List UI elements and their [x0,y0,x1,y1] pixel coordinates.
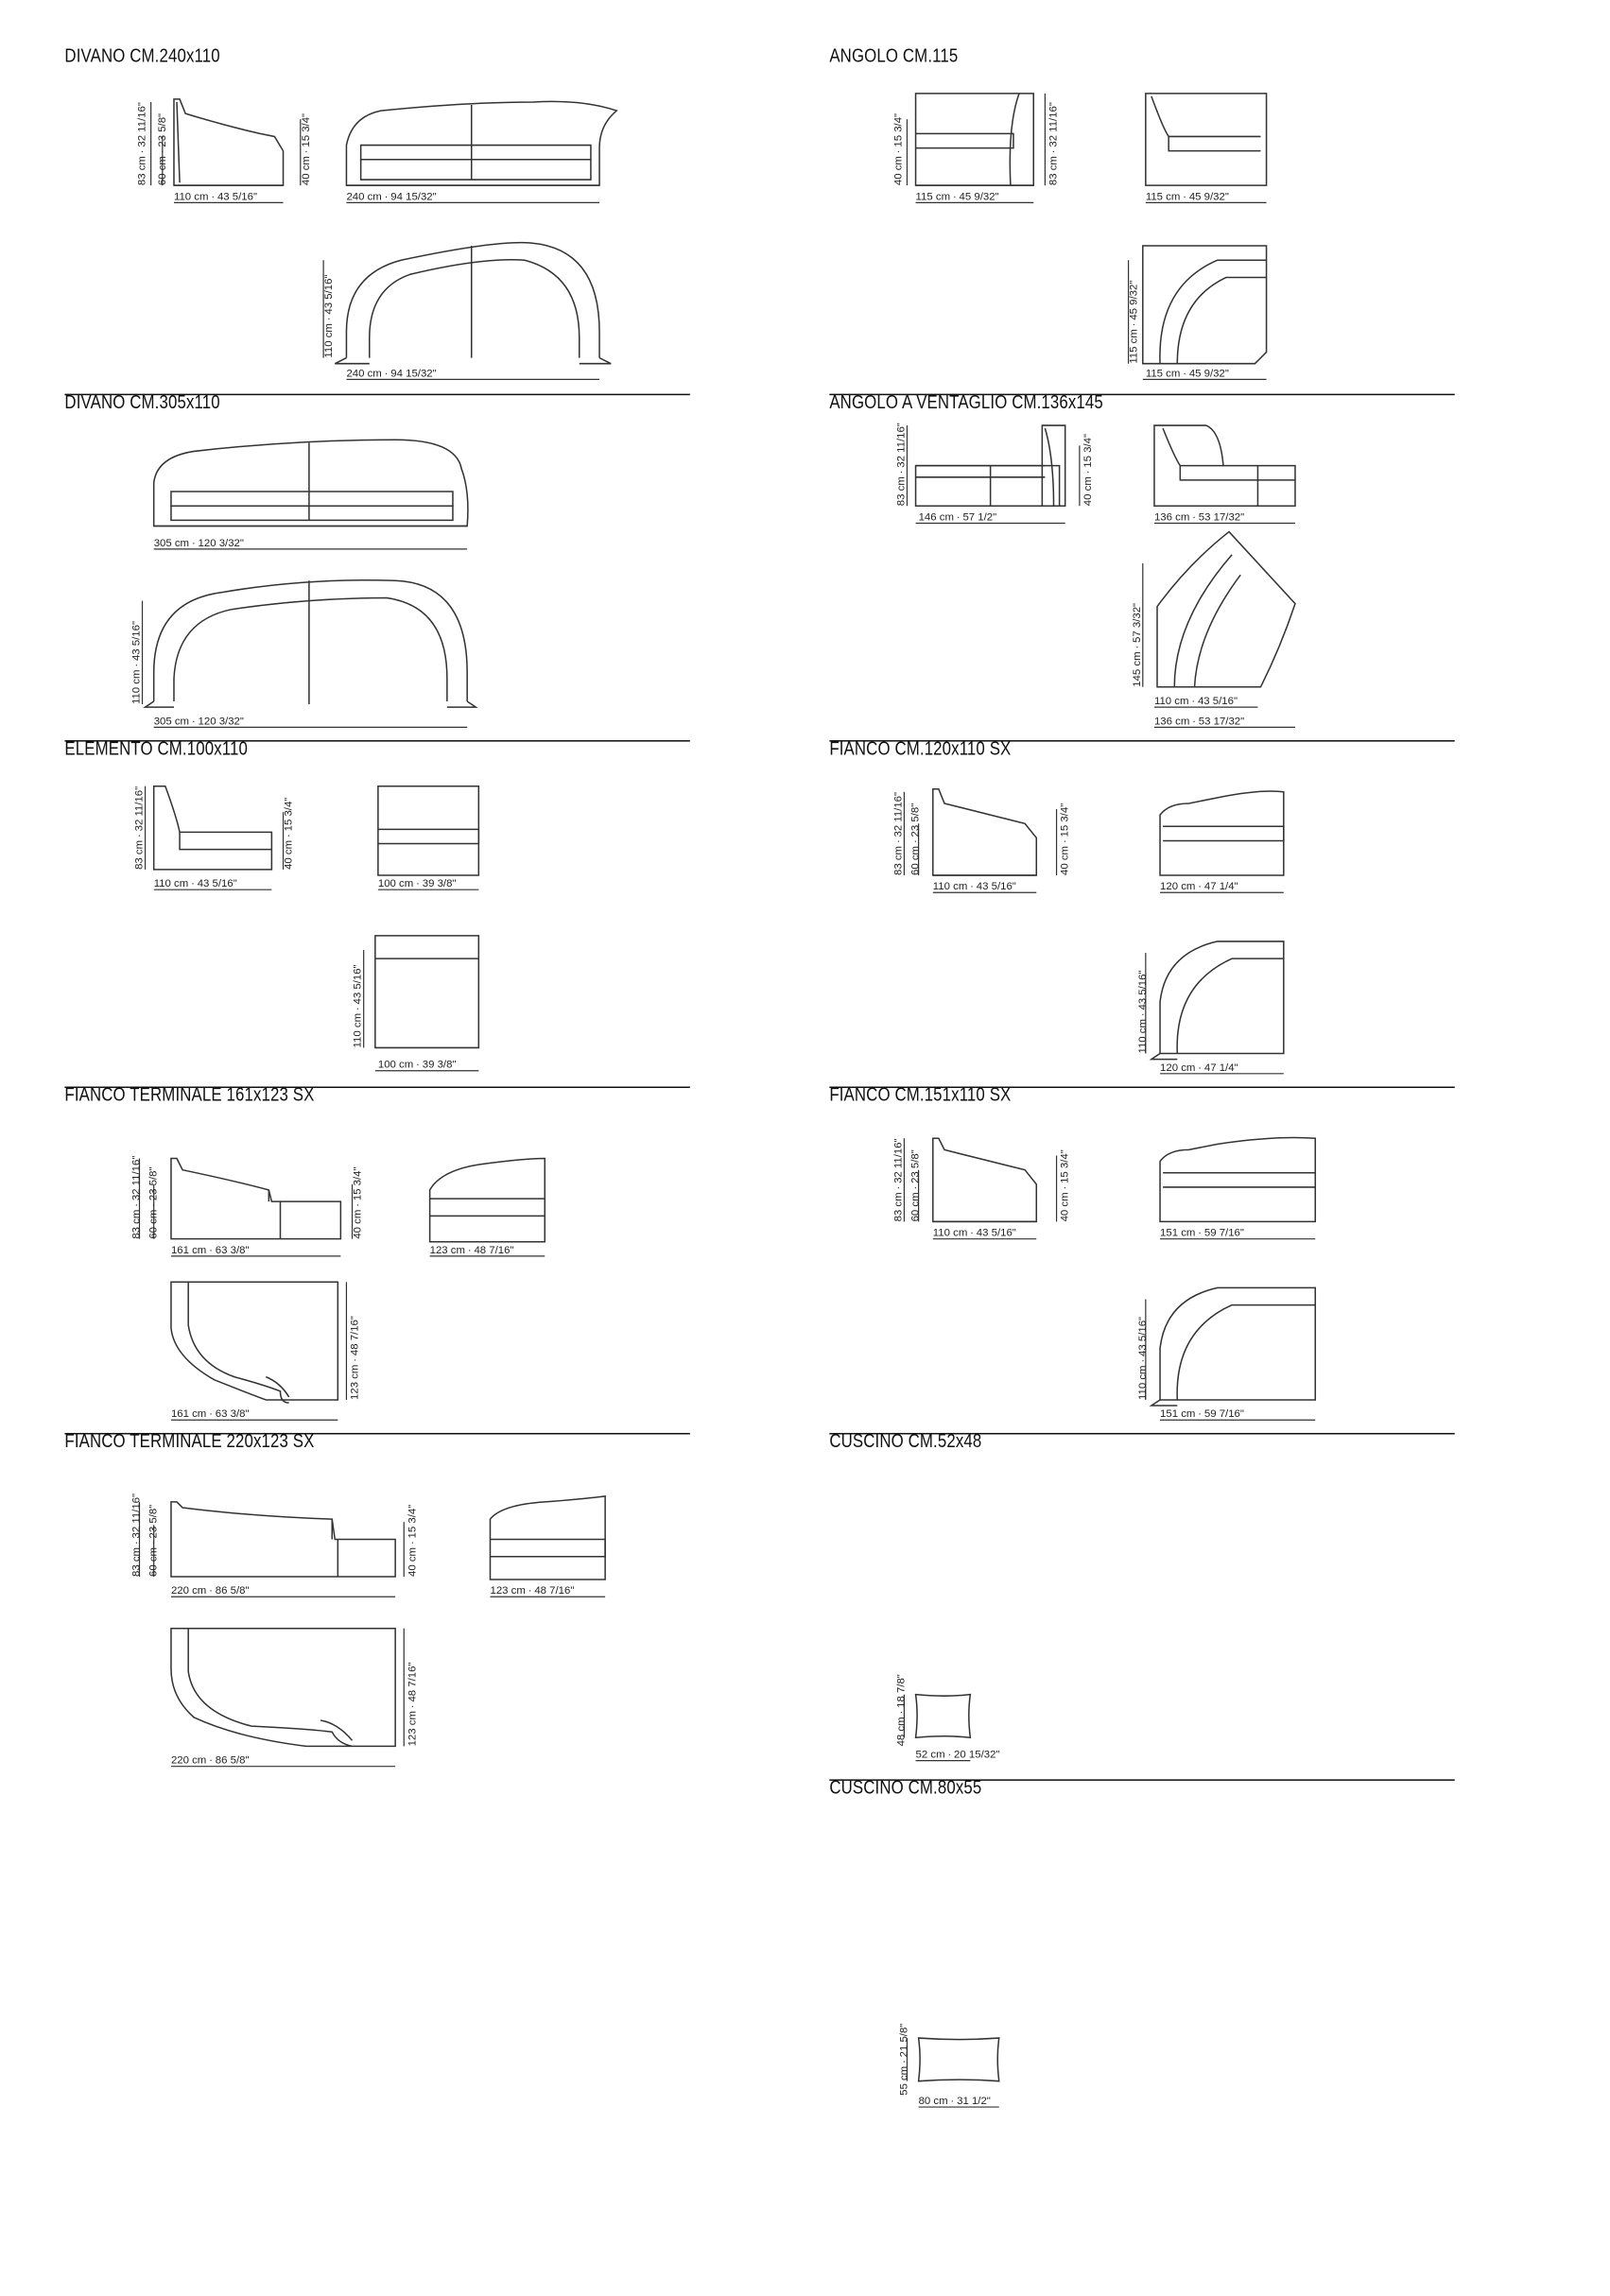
dim-label: 40 cm ∙ 15 3/4" [892,112,905,186]
section-divano-305 [64,391,689,742]
plan-dim-d [404,1629,418,1747]
cuscino-80-drawings [829,1776,1454,2127]
front-dim-w [490,1585,605,1597]
dim-label: 305 cm ∙ 120 3/32" [153,716,244,728]
cushion-dim-h [895,1674,907,1746]
fianco-120-drawings [829,737,1454,1088]
side-view [171,1159,340,1239]
side-view [1146,94,1267,185]
front-view [430,1159,545,1242]
dim-label: 110 cm ∙ 43 5/16" [1136,970,1149,1054]
dim-label: 60 cm ∙ 23 5/8" [156,112,168,186]
dim-label: 115 cm ∙ 45 9/32" [1128,280,1140,364]
side-dim-w [171,1245,340,1256]
dim-label: 60 cm ∙ 23 5/8" [909,803,922,875]
front-view [916,425,1065,506]
plan-view [146,580,476,707]
dim-label: 110 cm ∙ 43 5/16" [130,620,143,705]
plan-view [335,243,611,364]
side-view [1154,425,1295,506]
angolo-ventaglio-drawings [829,391,1454,742]
section-title: ELEMENTO CM.100x110 [64,737,248,759]
side-dim-s [910,1149,922,1221]
dim-label: 83 cm ∙ 32 11/16" [136,102,148,186]
side-dim-s [148,1505,160,1577]
dim-label: 40 cm ∙ 15 3/4" [283,797,295,870]
section-cuscino-52 [829,1430,1454,1781]
front-dim-s [892,113,907,185]
section-angolo-ventaglio [829,391,1454,742]
front-view [916,94,1034,185]
plan-dim-d [1129,260,1140,363]
plan-dim-d [1137,953,1149,1053]
plan-view [1151,1287,1315,1406]
dim-label: 83 cm ∙ 32 11/16" [130,1493,143,1577]
dim-label: 161 cm ∙ 63 3/8" [170,1244,250,1256]
side-view [933,789,1036,875]
section-title: DIVANO CM.240x110 [64,44,220,66]
cushion-dim-w [916,1750,1000,1761]
cuscino-52-drawings [829,1430,1454,1781]
dim-label: 83 cm ∙ 32 11/16" [1047,102,1060,186]
dim-label: 83 cm ∙ 32 11/16" [130,1155,143,1239]
dim-label: 115 cm ∙ 45 9/32" [1145,191,1229,203]
section-terminale-220 [64,1430,689,1781]
side-dim-s2 [353,1166,364,1238]
plan-dim-w [375,1060,478,1071]
dim-label: 110 cm ∙ 43 5/16" [323,274,336,358]
side-view [171,1502,395,1577]
side-dim-w [933,1228,1036,1239]
elemento-100-drawings [64,737,689,1088]
front-dim-w [916,511,1065,523]
dim-label: 120 cm ∙ 47 1/4" [1160,881,1238,893]
dim-label: 110 cm ∙ 43 5/16" [932,1227,1016,1239]
plan-view [1157,532,1295,687]
section-title: FIANCO TERMINALE 161x123 SX [64,1083,315,1106]
front-dim-s [1057,1149,1071,1221]
angolo-115-drawings [829,44,1454,395]
dim-label: 151 cm ∙ 59 7/16" [1160,1408,1244,1421]
dim-label: 40 cm ∙ 15 3/4" [352,1166,364,1239]
divano-240-drawings [64,44,689,395]
plan-dim-d [346,1282,360,1400]
dim-label: 145 cm ∙ 57 3/32" [1131,602,1143,687]
dim-label: 220 cm ∙ 86 5/8" [170,1585,250,1597]
plan-view [171,1282,338,1403]
dim-label: 100 cm ∙ 39 3/8" [377,1059,457,1071]
plan-dim-w [154,716,467,727]
dim-label: 48 cm ∙ 18 7/8" [895,1674,908,1747]
front-dim-w [916,191,1034,202]
side-view [174,99,284,185]
dim-label: 146 cm ∙ 57 1/2" [918,511,997,524]
section-title: FIANCO CM.120x110 SX [829,737,1012,759]
dim-label: 110 cm ∙ 43 5/16" [173,191,258,203]
section-fianco-120 [829,737,1454,1088]
side-dim-s [157,113,168,185]
plan-dim-w2 [1154,716,1295,727]
dim-label: 60 cm ∙ 23 5/8" [147,1504,160,1577]
dim-label: 305 cm ∙ 120 3/32" [153,537,244,549]
side-dim-h [130,1156,142,1239]
section-fianco-151 [829,1083,1454,1434]
plan-dim-w [171,1408,338,1420]
seat-dim [301,113,312,185]
dim-label: 123 cm ∙ 48 7/16" [490,1585,575,1597]
dim-label: 136 cm ∙ 53 17/32" [1153,511,1245,524]
side-dim-s2 [404,1505,418,1577]
side-dim-w [933,881,1036,892]
plan-dim-w [1160,1062,1284,1074]
front-view [490,1496,605,1580]
section-title: FIANCO CM.151x110 SX [829,1083,1012,1106]
dim-label: 40 cm ∙ 15 3/4" [300,112,312,186]
dim-label: 115 cm ∙ 45 9/32" [1145,368,1229,380]
section-divano-240 [64,44,689,395]
dim-label: 40 cm ∙ 15 3/4" [1082,433,1095,507]
cushion-dim-h [898,2024,909,2096]
dim-label: 80 cm ∙ 31 1/2" [918,2096,991,2108]
front-dim-w [346,191,599,202]
plan-view [1151,941,1284,1060]
side-view [933,1138,1036,1221]
side-dim-w [174,191,284,202]
section-title: DIVANO CM.305x110 [64,390,220,413]
dim-label: 83 cm ∙ 32 11/16" [892,791,905,875]
side-dim-s [910,803,922,875]
dim-label: 123 cm ∙ 48 7/16" [429,1244,514,1256]
section-cuscino-80 [829,1776,1454,2127]
dim-label: 83 cm ∙ 32 11/16" [892,1138,905,1222]
front-view [1160,791,1284,875]
plan-dim-w [1143,368,1267,379]
dim-label: 40 cm ∙ 15 3/4" [1059,1149,1071,1222]
front-dim-h [1045,94,1059,185]
section-title: ANGOLO CM.115 [829,44,959,66]
plan-dim-d [1137,1300,1149,1400]
plan-dim-w [1160,1408,1315,1420]
section-title: CUSCINO CM.52x48 [829,1429,982,1452]
side-dim-w [1154,511,1295,523]
plan-dim-d [323,260,335,357]
side-dim-s [148,1166,160,1238]
section-title: FIANCO TERMINALE 220x123 SX [64,1429,315,1452]
dim-label: 83 cm ∙ 32 11/16" [133,785,146,870]
front-dim-w [1160,1228,1315,1239]
divano-305-drawings [64,391,689,742]
front-dim-s [1080,434,1094,506]
terminale-220-drawings [64,1430,689,1781]
cushion-view [916,1695,971,1738]
section-terminale-161 [64,1083,689,1434]
side-dim-h [130,1493,142,1577]
front-dim-w [430,1245,545,1256]
terminale-161-drawings [64,1083,689,1434]
plan-dim-d [353,950,364,1047]
section-angolo-115 [829,44,1454,395]
front-dim-w [378,878,478,889]
side-dim-h [137,102,151,185]
front-dim-h [895,423,907,506]
dim-label: 240 cm ∙ 94 15/32" [346,191,437,203]
front-dim-w [154,538,467,549]
dim-label: 60 cm ∙ 23 5/8" [909,1149,922,1222]
dim-label: 110 cm ∙ 43 5/16" [1153,696,1238,708]
dim-label: 136 cm ∙ 53 17/32" [1153,716,1245,728]
cushion-view [919,2038,999,2081]
plan-view [1143,246,1267,364]
plan-dim-d [1132,563,1143,687]
dim-label: 151 cm ∙ 59 7/16" [1160,1227,1244,1239]
front-view [378,786,478,875]
front-dim-s [1057,803,1071,875]
dim-label: 220 cm ∙ 86 5/8" [170,1754,250,1767]
dim-label: 123 cm ∙ 48 7/16" [349,1316,361,1400]
side-view [154,786,272,870]
side-dim-h [134,786,146,870]
dim-label: 60 cm ∙ 23 5/8" [147,1166,160,1239]
section-elemento-100 [64,737,689,1088]
plan-dim-w1 [1154,696,1257,707]
front-view [1160,1137,1315,1221]
dim-label: 40 cm ∙ 15 3/4" [1059,803,1071,875]
dim-label: 120 cm ∙ 47 1/4" [1160,1062,1238,1074]
dim-label: 40 cm ∙ 15 3/4" [407,1504,419,1577]
dim-label: 52 cm ∙ 20 15/32" [915,1749,1000,1761]
plan-dim-w [171,1755,395,1767]
side-dim-w [171,1585,395,1597]
side-dim-w [1146,191,1267,202]
dim-label: 110 cm ∙ 43 5/16" [352,964,364,1048]
dim-label: 110 cm ∙ 43 5/16" [1136,1316,1149,1400]
dim-label: 110 cm ∙ 43 5/16" [153,878,237,890]
plan-dim-w [346,368,599,379]
side-dim-w [154,878,272,889]
fianco-151-drawings [829,1083,1454,1434]
front-dim-w [1160,881,1284,892]
dim-label: 110 cm ∙ 43 5/16" [932,881,1016,893]
dim-label: 123 cm ∙ 48 7/16" [407,1662,419,1747]
dim-label: 161 cm ∙ 63 3/8" [170,1408,250,1421]
front-view [154,440,468,526]
side-dim-h [892,792,904,875]
section-title: CUSCINO CM.80x55 [829,1776,982,1799]
section-title: ANGOLO A VENTAGLIO CM.136x145 [829,390,1103,413]
dim-label: 55 cm ∙ 21 5/8" [898,2023,910,2096]
dim-label: 240 cm ∙ 94 15/32" [346,368,437,380]
plan-dim-d [130,601,142,704]
dim-label: 83 cm ∙ 32 11/16" [895,423,908,507]
dim-label: 100 cm ∙ 39 3/8" [377,878,457,890]
cushion-dim-w [919,2096,999,2107]
side-dim-s [284,798,295,870]
dim-label: 115 cm ∙ 45 9/32" [915,191,999,203]
plan-view [375,936,478,1048]
plan-view [171,1629,395,1747]
side-dim-h [892,1138,904,1221]
front-view [346,101,616,185]
